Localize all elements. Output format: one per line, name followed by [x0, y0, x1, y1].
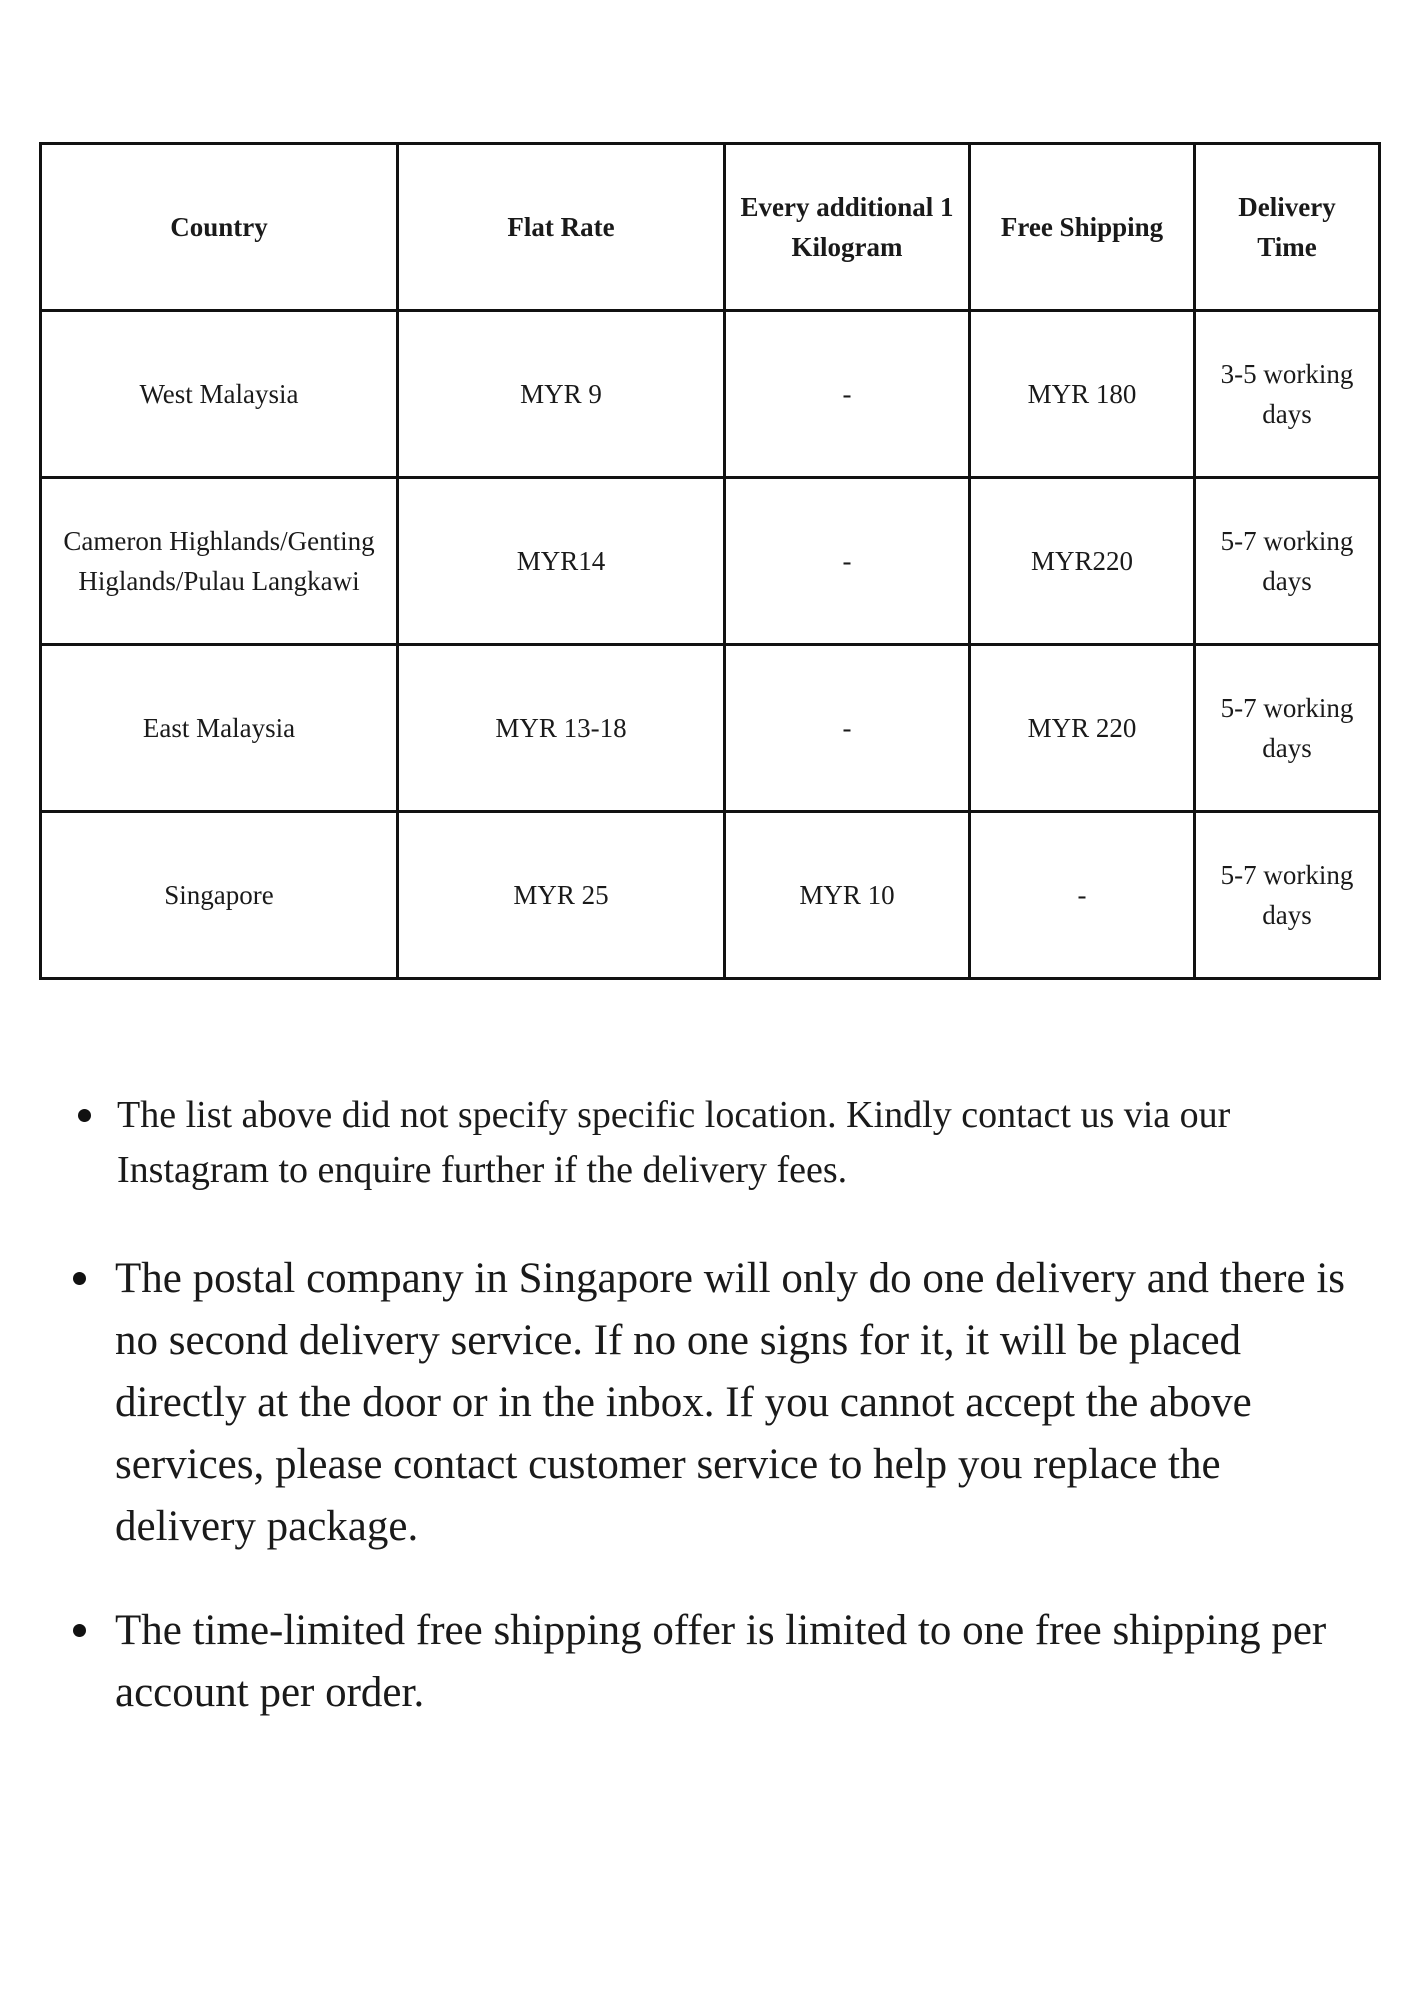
note-text: The postal company in Singapore will only do one delivery and there is no second delivery service. If no one signs for it, it will be placed directly at the door or in the inbox. If you cannot accept the above services, please contact customer service to help you replace the delivery package. [115, 1255, 1345, 1550]
note-text: The time-limited free shipping offer is limited to one free shipping per account per order. [115, 1607, 1327, 1716]
bullet-icon [73, 1272, 86, 1285]
table-row [41, 812, 1380, 979]
table-header-row [41, 144, 1380, 311]
header-free-shipping: Free Shipping [970, 144, 1195, 311]
cell-delivery-time: 5-7 working days [1195, 645, 1380, 812]
cell-free-shipping: MYR 180 [970, 311, 1195, 478]
cell-additional-kilogram: - [725, 311, 970, 478]
cell-country: Cameron Highlands/Genting Higlands/Pulau Langkawi [41, 478, 398, 645]
table-row [41, 645, 1380, 812]
cell-flat-rate: MYR 13-18 [398, 645, 725, 812]
cell-country: East Malaysia [41, 645, 398, 812]
cell-delivery-time: 5-7 working days [1195, 812, 1380, 979]
cell-country: Singapore [41, 812, 398, 979]
cell-additional-kilogram: - [725, 478, 970, 645]
header-flat-rate: Flat Rate [398, 144, 725, 311]
cell-delivery-time: 5-7 working days [1195, 478, 1380, 645]
shipping-rates-table [39, 142, 1381, 980]
cell-flat-rate: MYR14 [398, 478, 725, 645]
note-text: The list above did not specify specific location. Kindly contact us via our Instagram to enquire further if the delivery fees. [117, 1094, 1231, 1191]
cell-free-shipping: - [970, 812, 1195, 979]
cell-delivery-time: 3-5 working days [1195, 311, 1380, 478]
cell-country: West Malaysia [41, 311, 398, 478]
header-country: Country [41, 144, 398, 311]
cell-free-shipping: MYR220 [970, 478, 1195, 645]
cell-flat-rate: MYR 25 [398, 812, 725, 979]
bullet-icon [73, 1624, 86, 1637]
cell-free-shipping: MYR 220 [970, 645, 1195, 812]
table-row [41, 478, 1380, 645]
header-delivery-time: Delivery Time [1195, 144, 1380, 311]
cell-additional-kilogram: MYR 10 [725, 812, 970, 979]
bullet-icon [78, 1109, 91, 1122]
header-additional-kilogram: Every additional 1 Kilogram [725, 144, 970, 311]
cell-additional-kilogram: - [725, 645, 970, 812]
table-row [41, 311, 1380, 478]
cell-flat-rate: MYR 9 [398, 311, 725, 478]
